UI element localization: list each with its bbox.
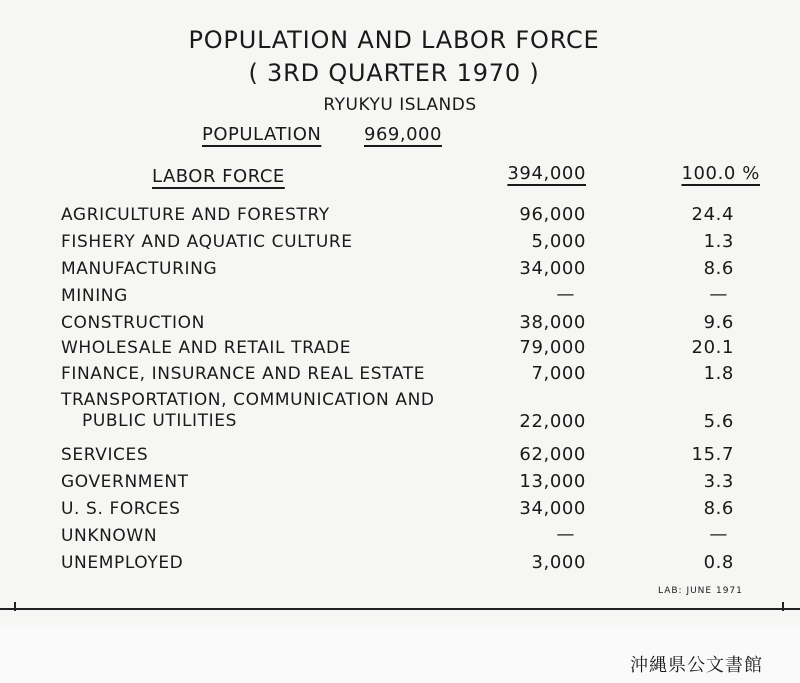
row-value: 34,000 (519, 498, 586, 519)
row-label: UNEMPLOYED (61, 553, 184, 573)
row-label: FISHERY AND AQUATIC CULTURE (61, 232, 353, 252)
row-value: 96,000 (519, 204, 586, 225)
archive-watermark: 沖縄県公文書館 (630, 655, 763, 676)
row-pct: 8.6 (703, 498, 734, 519)
row-label: GOVERNMENT (61, 472, 189, 492)
row-pct: 1.8 (703, 363, 734, 384)
row-pct: 9.6 (703, 312, 734, 333)
row-value: 62,000 (519, 444, 586, 465)
labor-force-label: LABOR FORCE (152, 166, 285, 187)
row-pct: 24.4 (691, 204, 734, 225)
document-subtitle: ( 3RD QUARTER 1970 ) (248, 59, 540, 87)
row-pct: 8.6 (703, 258, 734, 279)
row-label: TRANSPORTATION, COMMUNICATION AND (61, 390, 435, 410)
row-label: UNKNOWN (61, 526, 158, 546)
row-value: — (556, 524, 575, 545)
row-value: 5,000 (531, 231, 586, 252)
row-pct: 20.1 (691, 337, 734, 358)
row-pct: — (709, 524, 728, 545)
row-value: 38,000 (519, 312, 586, 333)
population-value: 969,000 (364, 124, 442, 145)
labor-force-total-pct: 100.0 % (681, 163, 760, 184)
row-label: SERVICES (61, 445, 149, 465)
row-pct: 5.6 (703, 411, 734, 432)
rule-tick-right (782, 602, 784, 611)
labor-force-total: 394,000 (507, 163, 586, 184)
row-pct: 3.3 (703, 471, 734, 492)
document-title: POPULATION AND LABOR FORCE (188, 26, 600, 54)
row-value: 7,000 (531, 363, 586, 384)
row-pct: 15.7 (691, 444, 734, 465)
row-pct: — (709, 284, 728, 305)
row-label-continued: PUBLIC UTILITIES (82, 411, 237, 431)
row-label: U. S. FORCES (61, 499, 181, 519)
row-label: CONSTRUCTION (61, 313, 205, 333)
row-label: FINANCE, INSURANCE AND REAL ESTATE (61, 364, 426, 384)
row-value: 79,000 (519, 337, 586, 358)
row-pct: 0.8 (703, 552, 734, 573)
row-label: MANUFACTURING (61, 259, 218, 279)
row-label: WHOLESALE AND RETAIL TRADE (61, 338, 352, 358)
rule-tick-left (14, 602, 16, 611)
row-label: AGRICULTURE AND FORESTRY (61, 205, 330, 225)
bottom-rule (0, 608, 800, 610)
row-value: 22,000 (519, 411, 586, 432)
source-credit: LAB: JUNE 1971 (658, 586, 743, 596)
row-label: MINING (61, 286, 128, 306)
row-value: 13,000 (519, 471, 586, 492)
row-value: — (556, 284, 575, 305)
row-value: 34,000 (519, 258, 586, 279)
region-heading: RYUKYU ISLANDS (323, 95, 477, 115)
row-value: 3,000 (531, 552, 586, 573)
population-label: POPULATION (202, 124, 322, 145)
row-pct: 1.3 (703, 231, 734, 252)
